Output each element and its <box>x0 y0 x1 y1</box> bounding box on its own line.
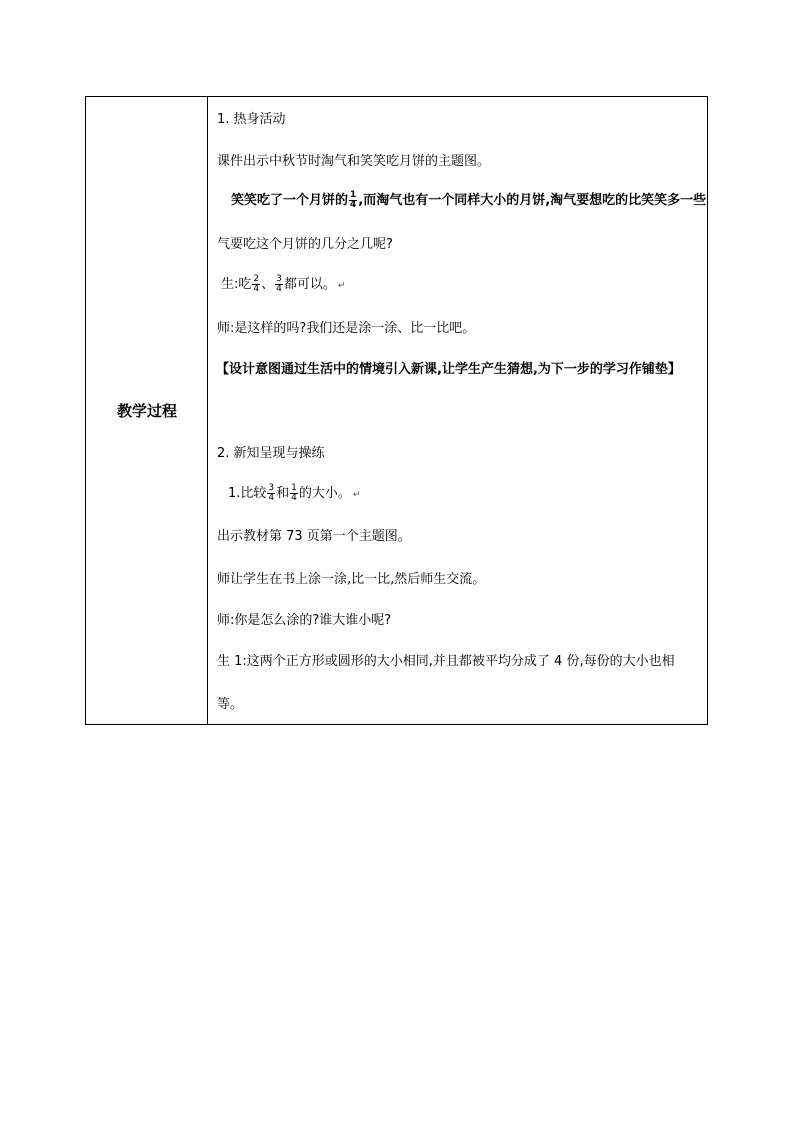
fraction-one-quarter-b: $\frac{1}{4}$ <box>291 483 297 503</box>
fraction-three-quarters: $\frac{3}{4}$ <box>276 274 282 294</box>
paragraph-xiaoxiao <box>231 191 706 210</box>
text-segment: 笑笑吃了一个月饼的 <box>231 193 349 208</box>
return-mark-icon: ↵ <box>337 281 346 291</box>
text-segment: 1.比较 <box>228 486 267 501</box>
paragraph-teacher-question: 师:你是怎么涂的?谁大谁小呢? <box>217 613 392 628</box>
paragraph-student-answer <box>221 275 345 294</box>
paragraph-teacher: 师:是这样的吗?我们还是涂一涂、比一比吧。 <box>217 321 476 336</box>
text-segment: 和 <box>276 486 290 501</box>
left-header-cell <box>86 97 208 724</box>
heading-new-knowledge: 2. 新知呈现与操练 <box>217 446 325 461</box>
heading-warmup: 1. 热身活动 <box>217 112 286 127</box>
content-cell <box>208 97 707 724</box>
paragraph-design-intent: 【设计意图通过生活中的情境引入新课,让学生产生猜想,为下一步的学习作铺垫】 <box>216 362 681 377</box>
text-segment: 都可以。 <box>283 277 336 292</box>
section-label: 教学过程 <box>116 402 177 420</box>
fraction-three-quarters-b: $\frac{3}{4}$ <box>268 483 275 503</box>
return-mark-icon: ↵ <box>352 490 361 500</box>
paragraph-coloring: 师让学生在书上涂一涂,比一比,然后师生交流。 <box>217 572 486 587</box>
paragraph-courseware: 课件出示中秋节时淘气和笑笑吃月饼的主题图。 <box>217 154 491 169</box>
text-segment: ,而淘气也有一个同样大小的月饼,淘气要想吃的比笑笑多一些 <box>358 193 707 208</box>
paragraph-student-1: 生 1:这两个正方形或圆形的大小相同,并且都被平均分成了 4 份,每份的大小也相 <box>217 654 675 669</box>
paragraph-student-1-cont: 等。 <box>217 697 244 712</box>
fraction-two-quarters: $\frac{2}{4}$ <box>253 274 260 294</box>
paragraph-question: 气要吃这个月饼的几分之几呢? <box>217 237 393 252</box>
text-segment: 、 <box>261 277 275 292</box>
fraction-one-quarter: $\frac{1}{4}$ <box>350 190 357 210</box>
text-segment: 生:吃 <box>221 277 252 292</box>
lesson-table <box>85 96 708 725</box>
paragraph-textbook: 出示教材第 73 页第一个主题图。 <box>217 529 411 544</box>
paragraph-compare <box>228 484 360 503</box>
text-segment: 的大小。 <box>298 486 351 501</box>
